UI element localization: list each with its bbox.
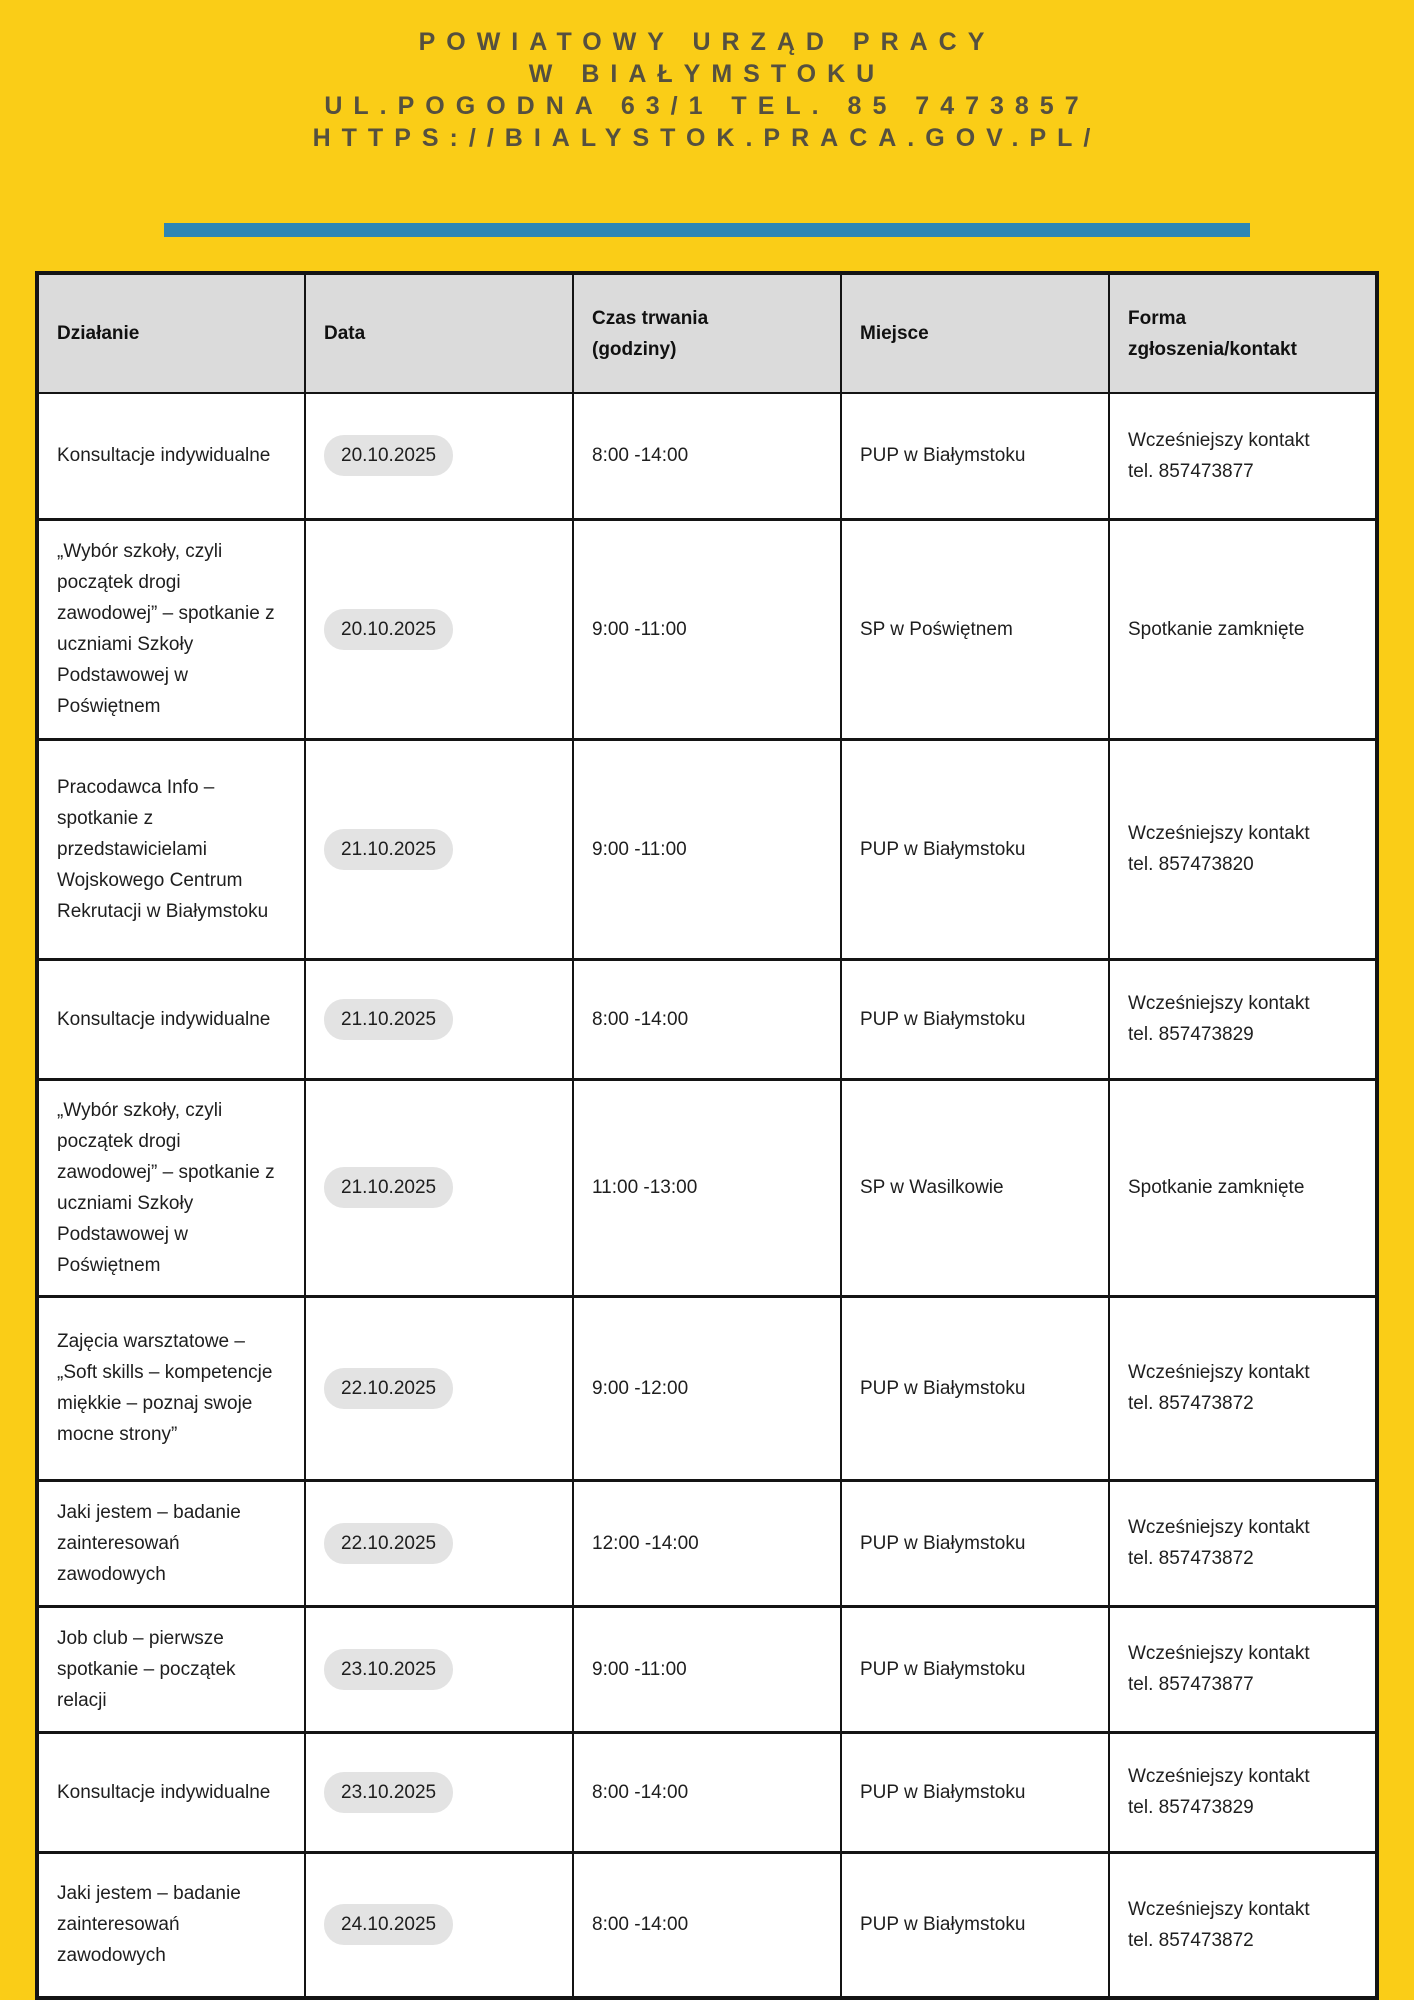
- date-badge: [324, 609, 453, 650]
- cell-contact: [1109, 519, 1377, 739]
- place-text: PUP w Białymstoku: [860, 1532, 1026, 1554]
- column-header-line: Czas trwania: [592, 307, 709, 329]
- cell-action: [37, 1480, 305, 1606]
- cell-place: [841, 1480, 1109, 1606]
- table-row: [37, 1480, 1377, 1606]
- cell-time: [573, 1606, 841, 1732]
- cell-action: [37, 1732, 305, 1852]
- cell-date: [305, 1296, 573, 1480]
- contact-line: Spotkanie zamknięte: [1128, 1177, 1305, 1198]
- place-text: PUP w Białymstoku: [860, 1377, 1026, 1399]
- date-badge: [324, 829, 453, 870]
- column-header: [841, 273, 1109, 393]
- cell-time: [573, 519, 841, 739]
- cell-date: [305, 959, 573, 1079]
- table-row: [37, 959, 1377, 1079]
- contact-line: Wcześniejszy kontakt: [1128, 1766, 1310, 1787]
- place-text: SP w Wasilkowie: [860, 1177, 1004, 1198]
- column-header: [573, 273, 841, 393]
- cell-contact: [1109, 1606, 1377, 1732]
- cell-contact: [1109, 393, 1377, 519]
- date-badge: [324, 1904, 453, 1945]
- column-header-line: Miejsce: [860, 323, 929, 344]
- date-badge: [324, 1167, 453, 1208]
- cell-place: [841, 959, 1109, 1079]
- contact-line: Wcześniejszy kontakt: [1128, 1898, 1310, 1920]
- cell-action: [37, 1606, 305, 1732]
- action-text: Jaki jestem – badanie zainteresowań zawodowych: [57, 1883, 241, 1967]
- cell-contact: [1109, 1480, 1377, 1606]
- date-text: 21.10.2025: [341, 1008, 437, 1030]
- time-text: 8:00 -14:00: [592, 1008, 689, 1030]
- action-text: Job club – pierwsze spotkanie – początek relacji: [57, 1627, 236, 1711]
- date-badge: [324, 435, 453, 476]
- org-name-line-2: W BIAŁYMSTOKU: [528, 60, 886, 88]
- table-row: [37, 1732, 1377, 1852]
- cell-time: [573, 1732, 841, 1852]
- cell-place: [841, 519, 1109, 739]
- table-row: [37, 519, 1377, 739]
- column-header: [37, 273, 305, 393]
- contact-line: Wcześniejszy kontakt: [1128, 429, 1310, 451]
- time-text: 8:00 -14:00: [592, 445, 689, 467]
- cell-contact: [1109, 1732, 1377, 1852]
- date-badge: [324, 1772, 453, 1813]
- contact-line: Wcześniejszy kontakt: [1128, 1643, 1310, 1664]
- contact-line: Spotkanie zamknięte: [1128, 618, 1305, 640]
- table-row: [37, 1079, 1377, 1296]
- cell-date: [305, 1079, 573, 1296]
- time-text: 11:00 -13:00: [592, 1177, 698, 1198]
- cell-action: [37, 739, 305, 959]
- cell-contact: [1109, 959, 1377, 1079]
- cell-action: [37, 1296, 305, 1480]
- column-header-line: Działanie: [57, 323, 140, 344]
- cell-time: [573, 739, 841, 959]
- action-text: Zajęcia warsztatowe – „Soft skills – kompetencje miękkie – poznaj swoje mocne strony”: [57, 1331, 273, 1445]
- cell-place: [841, 1606, 1109, 1732]
- place-text: PUP w Białymstoku: [860, 1008, 1026, 1030]
- table-row: [37, 1852, 1377, 1998]
- contact-line: tel. 857473829: [1128, 1797, 1254, 1818]
- cell-place: [841, 1079, 1109, 1296]
- cell-place: [841, 393, 1109, 519]
- date-badge: [324, 1649, 453, 1690]
- cell-time: [573, 1852, 841, 1998]
- cell-action: [37, 959, 305, 1079]
- time-text: 8:00 -14:00: [592, 1781, 689, 1803]
- contact-line: tel. 857473877: [1128, 1674, 1254, 1695]
- time-text: 12:00 -14:00: [592, 1532, 699, 1554]
- cell-date: [305, 1606, 573, 1732]
- date-badge: [324, 1368, 453, 1409]
- column-header-line: Data: [324, 323, 366, 344]
- contact-line: Wcześniejszy kontakt: [1128, 993, 1310, 1014]
- cell-time: [573, 1480, 841, 1606]
- action-text: „Wybór szkoły, czyli początek drogi zawodowej” – spotkanie z uczniami Szkoły Podstawowej w Poświętnem: [57, 541, 275, 717]
- action-text: Konsultacje indywidualne: [57, 1781, 271, 1803]
- date-badge: [324, 999, 453, 1040]
- contact-line: tel. 857473872: [1128, 1548, 1254, 1569]
- column-header-line: zgłoszenia/kontakt: [1128, 338, 1297, 360]
- place-text: PUP w Białymstoku: [860, 445, 1026, 467]
- date-text: 21.10.2025: [341, 1177, 437, 1198]
- page-header: [0, 0, 1414, 154]
- action-text: Jaki jestem – badanie zainteresowań zawodowych: [57, 1501, 241, 1585]
- cell-date: [305, 393, 573, 519]
- place-text: PUP w Białymstoku: [860, 838, 1026, 860]
- date-text: 22.10.2025: [341, 1377, 437, 1399]
- table-row: [37, 393, 1377, 519]
- time-text: 8:00 -14:00: [592, 1914, 689, 1936]
- cell-action: [37, 1079, 305, 1296]
- cell-action: [37, 1852, 305, 1998]
- action-text: Konsultacje indywidualne: [57, 445, 271, 467]
- org-website: HTTPS://BIALYSTOK.PRACA.GOV.PL/: [312, 124, 1102, 152]
- contact-line: Wcześniejszy kontakt: [1128, 1517, 1310, 1538]
- cell-date: [305, 1852, 573, 1998]
- cell-contact: [1109, 1296, 1377, 1480]
- table-row: [37, 1296, 1377, 1480]
- cell-contact: [1109, 1079, 1377, 1296]
- schedule-table: [35, 271, 1379, 2000]
- date-text: 21.10.2025: [341, 838, 437, 860]
- column-header: [305, 273, 573, 393]
- date-text: 23.10.2025: [341, 1781, 437, 1803]
- contact-line: tel. 857473829: [1128, 1024, 1254, 1045]
- cell-time: [573, 1079, 841, 1296]
- contact-line: tel. 857473877: [1128, 460, 1254, 482]
- place-text: SP w Poświętnem: [860, 618, 1013, 640]
- action-text: Pracodawca Info – spotkanie z przedstawicielami Wojskowego Centrum Rekrutacji w Białymstoku: [57, 776, 269, 922]
- date-text: 20.10.2025: [341, 445, 437, 467]
- org-address-phone: UL.POGODNA 63/1 TEL. 85 7473857: [324, 92, 1090, 120]
- org-name-line-1: POWIATOWY URZĄD PRACY: [418, 28, 996, 56]
- contact-line: Wcześniejszy kontakt: [1128, 823, 1310, 844]
- cell-action: [37, 519, 305, 739]
- cell-contact: [1109, 739, 1377, 959]
- date-text: 24.10.2025: [341, 1914, 437, 1936]
- contact-line: tel. 857473872: [1128, 1929, 1254, 1951]
- cell-contact: [1109, 1852, 1377, 1998]
- cell-time: [573, 393, 841, 519]
- contact-line: tel. 857473820: [1128, 854, 1254, 875]
- cell-action: [37, 393, 305, 519]
- cell-time: [573, 1296, 841, 1480]
- action-text: Konsultacje indywidualne: [57, 1008, 271, 1030]
- cell-date: [305, 519, 573, 739]
- action-text: „Wybór szkoły, czyli początek drogi zawodowej” – spotkanie z uczniami Szkoły Podstawowej w Poświętnem: [57, 1099, 275, 1276]
- cell-date: [305, 739, 573, 959]
- schedule-table-header: [37, 273, 1377, 393]
- contact-line: Wcześniejszy kontakt: [1128, 1362, 1310, 1383]
- column-header: [1109, 273, 1377, 393]
- cell-date: [305, 1732, 573, 1852]
- place-text: PUP w Białymstoku: [860, 1914, 1026, 1936]
- table-row: [37, 739, 1377, 959]
- cell-place: [841, 1732, 1109, 1852]
- column-header-line: Forma: [1128, 307, 1187, 329]
- date-text: 22.10.2025: [341, 1532, 437, 1554]
- time-text: 9:00 -11:00: [592, 838, 687, 860]
- contact-line: tel. 857473872: [1128, 1393, 1254, 1414]
- cell-place: [841, 739, 1109, 959]
- schedule-table-body: [37, 393, 1377, 1998]
- time-text: 9:00 -12:00: [592, 1377, 689, 1399]
- column-header-line: (godziny): [592, 338, 677, 360]
- date-badge: [324, 1523, 453, 1564]
- table-row: [37, 1606, 1377, 1732]
- header-row: [37, 273, 1377, 393]
- time-text: 9:00 -11:00: [592, 618, 687, 640]
- date-text: 20.10.2025: [341, 618, 437, 640]
- place-text: PUP w Białymstoku: [860, 1781, 1026, 1803]
- place-text: PUP w Białymstoku: [860, 1658, 1026, 1680]
- cell-place: [841, 1852, 1109, 1998]
- cell-time: [573, 959, 841, 1079]
- date-text: 23.10.2025: [341, 1658, 437, 1680]
- divider-bar: [164, 223, 1250, 237]
- cell-place: [841, 1296, 1109, 1480]
- time-text: 9:00 -11:00: [592, 1658, 687, 1680]
- cell-date: [305, 1480, 573, 1606]
